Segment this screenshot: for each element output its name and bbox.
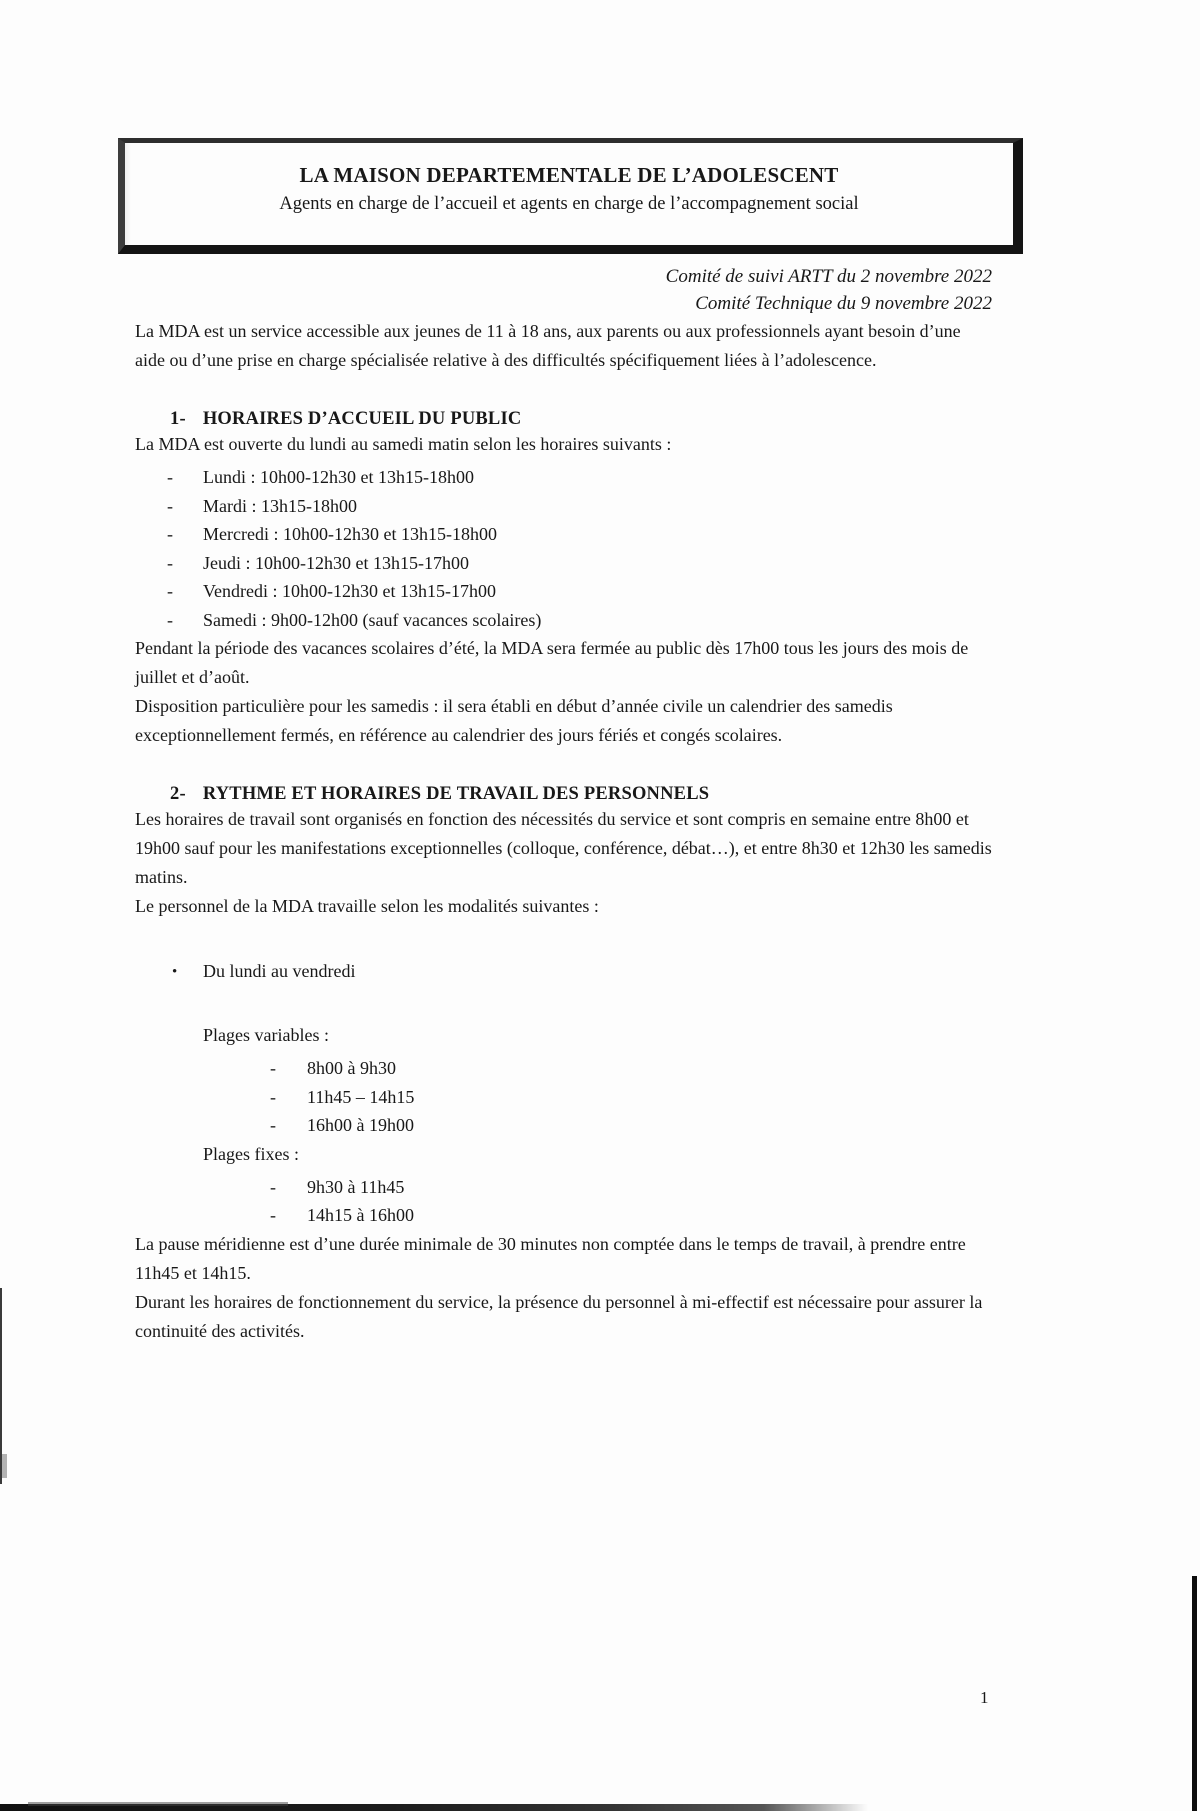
- list-item: [270, 1054, 992, 1083]
- list-item: [167, 577, 992, 606]
- dash-marker: -: [270, 1176, 276, 1197]
- section-1-title: HORAIRES D’ACCUEIL DU PUBLIC: [202, 409, 522, 429]
- fixed-ranges-list: [135, 1173, 992, 1230]
- saturday-provision-paragraph: Disposition particulière pour les samedis : il sera établi en début d’année civile un calendrier des samedis exceptionnellement fermés, en référence au calendrier des jours fériés et congés scolaires.: [135, 696, 893, 745]
- committee-lines: [135, 263, 992, 317]
- variable-range-1: 8h00 à 9h30: [307, 1058, 396, 1078]
- variable-range-3: 16h00 à 19h00: [307, 1115, 414, 1135]
- work-hours-paragraph: Les horaires de travail sont organisés en fonction des nécessités du service et sont compris en semaine entre 8h00 et 19h00 sauf pour les manifestations exceptionnelles (colloque, conférence, débat…), et entre 8h30 et 12h30 les samedis matins.: [135, 809, 992, 887]
- list-item: [270, 1083, 992, 1112]
- section-2-number: 2-: [170, 784, 186, 804]
- fixed-ranges-label: Plages fixes :: [203, 1143, 299, 1164]
- dash-marker: -: [167, 467, 173, 487]
- dash-marker: -: [167, 524, 173, 544]
- list-item: [167, 492, 992, 521]
- scan-artifact-left-smudge: [2, 1454, 7, 1478]
- scan-artifact-right-line: [1192, 1576, 1197, 1811]
- list-item: [167, 606, 992, 635]
- dash-marker: -: [270, 1205, 276, 1225]
- half-staff-paragraph: Durant les horaires de fonctionnement du service, la présence du personnel à mi-effectif est nécessaire pour assurer la continuité des activités.: [135, 1291, 983, 1341]
- document-subtitle: Agents en charge de l’accueil et agents en charge de l’accompagnement social: [279, 194, 859, 214]
- dash-marker: -: [167, 552, 173, 573]
- document-page: [0, 138, 1200, 1811]
- variable-ranges-label: Plages variables :: [203, 1025, 329, 1045]
- weekdays-label: Du lundi au vendredi: [203, 961, 356, 981]
- fixed-range-1: 9h30 à 11h45: [307, 1176, 405, 1197]
- variable-ranges-list: [135, 1054, 992, 1140]
- schedule-wednesday: Mercredi : 10h00-12h30 et 13h15-18h00: [203, 524, 497, 544]
- list-item: [167, 520, 992, 549]
- vacation-closure-paragraph: Pendant la période des vacances scolaires d’été, la MDA sera fermée au public dès 17h00 tous les jours des mois de juillet et d’août.: [135, 638, 969, 687]
- schedule-tuesday: Mardi : 13h15-18h00: [203, 495, 357, 516]
- committee-line-2: Comité Technique du 9 novembre 2022: [695, 293, 992, 314]
- section-1-number: 1-: [170, 409, 186, 429]
- document-title: LA MAISON DEPARTEMENTALE DE L’ADOLESCENT: [299, 163, 839, 187]
- dash-marker: -: [167, 495, 173, 516]
- dash-marker: -: [270, 1058, 276, 1078]
- header-box: [118, 138, 1023, 254]
- page-number: 1: [980, 1688, 989, 1707]
- list-item: [167, 463, 992, 492]
- variable-range-2: 11h45 – 14h15: [307, 1086, 415, 1107]
- dash-marker: -: [270, 1086, 276, 1107]
- schedule-saturday: Samedi : 9h00-12h00 (sauf vacances scolaires): [203, 609, 542, 630]
- lunch-break-paragraph: La pause méridienne est d’une durée minimale de 30 minutes non comptée dans le temps de travail, à prendre entre 11h45 et 14h15.: [135, 1233, 966, 1283]
- section-1-heading: [170, 409, 992, 430]
- scan-artifact-bottom-smudge: [28, 1802, 288, 1806]
- list-item: [167, 549, 992, 578]
- dash-marker: -: [270, 1115, 276, 1135]
- schedule-thursday: Jeudi : 10h00-12h30 et 13h15-17h00: [203, 552, 469, 573]
- page-content: [0, 138, 1200, 1346]
- list-item: [270, 1173, 992, 1202]
- weekdays-bullet: [172, 957, 992, 987]
- section-2-heading: [170, 784, 992, 805]
- section-2-title: RYTHME ET HORAIRES DE TRAVAIL DES PERSONNELS: [202, 784, 710, 804]
- fixed-range-2: 14h15 à 16h00: [307, 1205, 414, 1225]
- modalites-paragraph: Le personnel de la MDA travaille selon les modalités suivantes :: [135, 896, 599, 916]
- schedule-monday: Lundi : 10h00-12h30 et 13h15-18h00: [203, 467, 474, 487]
- intro-paragraph: La MDA est un service accessible aux jeunes de 11 à 18 ans, aux parents ou aux professionnels ayant besoin d’une aide ou d’une prise en charge spécialisée relative à des difficultés spécifiquement liées à l’adolescence.: [135, 321, 961, 370]
- section-1-intro: La MDA est ouverte du lundi au samedi matin selon les horaires suivants :: [135, 434, 672, 454]
- list-item: [270, 1201, 992, 1230]
- dash-marker: -: [167, 609, 173, 630]
- list-item: [270, 1111, 992, 1140]
- opening-hours-list: [135, 463, 992, 634]
- bullet-marker: •: [172, 964, 178, 980]
- dash-marker: -: [167, 581, 173, 601]
- committee-line-1: Comité de suivi ARTT du 2 novembre 2022: [665, 266, 992, 287]
- schedule-friday: Vendredi : 10h00-12h30 et 13h15-17h00: [203, 581, 496, 601]
